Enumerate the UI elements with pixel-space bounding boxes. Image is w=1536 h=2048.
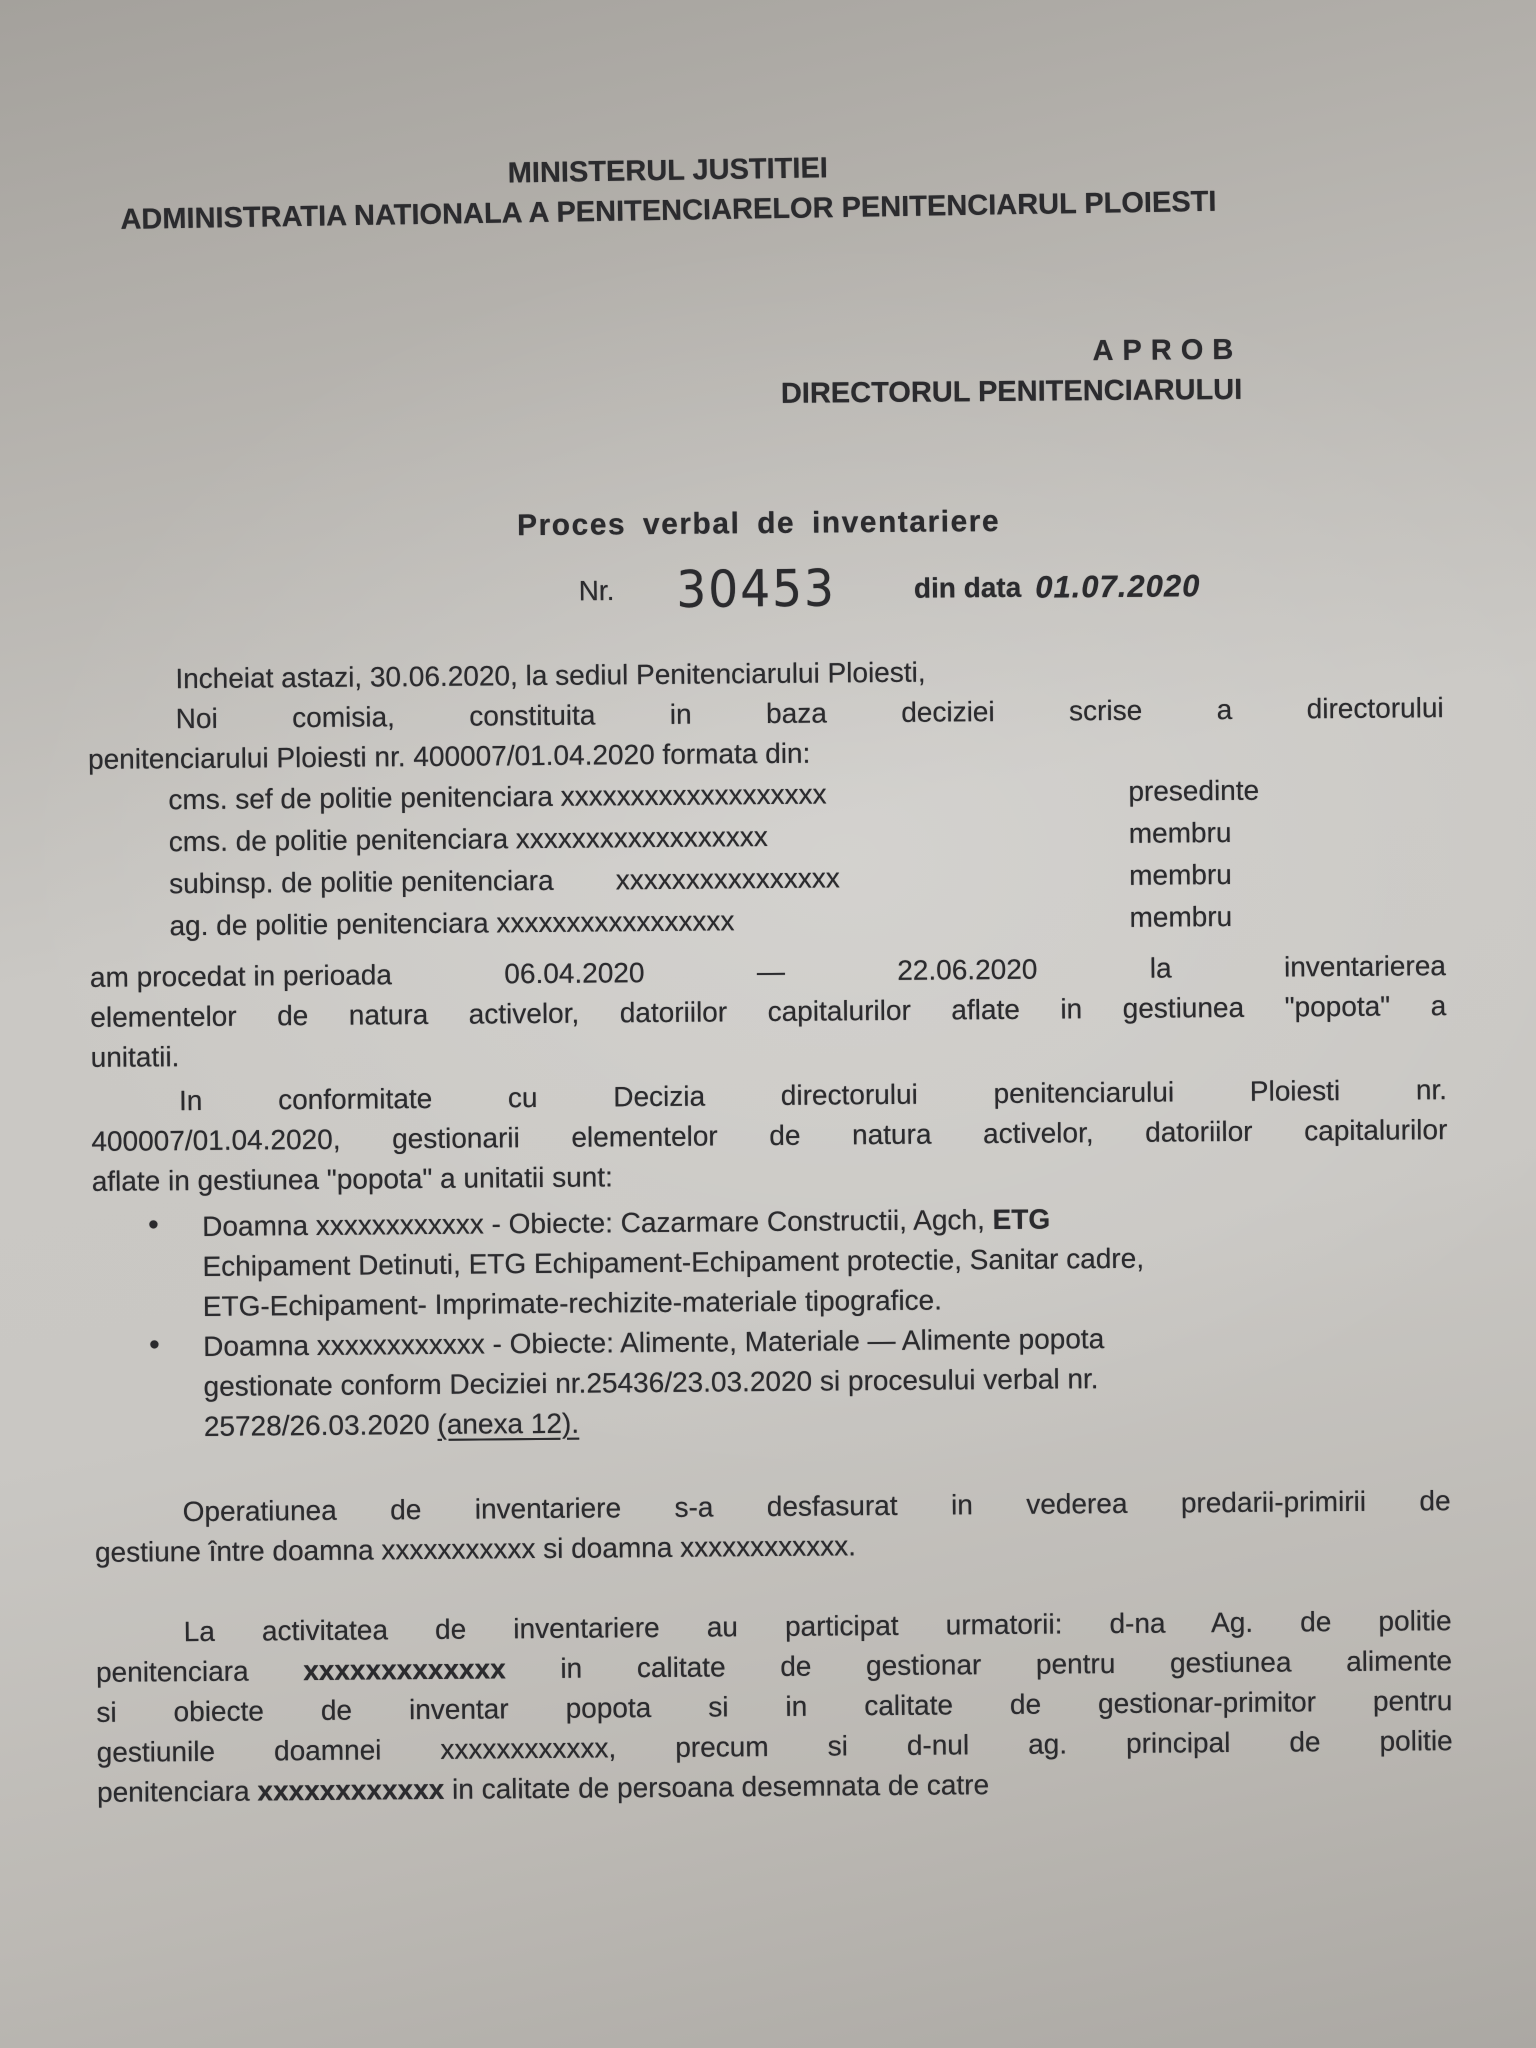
committee-member-title: cms. de politie penitenciara xxxxxxxxxxxxxxxxxx xyxy=(168,820,768,858)
date-label: din data xyxy=(913,571,1022,604)
paragraph5-line4: gestiunile doamnei xxxxxxxxxxxx, precum si d-nul ag. principal de politie xyxy=(96,1725,1453,1768)
bullet1-text-bold: ETG xyxy=(992,1203,1051,1236)
period-text3: inventarierea xyxy=(1283,950,1447,983)
anexa-reference: (anexa 12). xyxy=(437,1407,580,1440)
p5-l5-name-mask: xxxxxxxxxxxx xyxy=(257,1773,445,1807)
document-body xyxy=(87,648,1453,1813)
committee-member-role: membru xyxy=(1129,900,1233,933)
period-text: am procedat in perioada xyxy=(89,959,393,993)
bullet-marker: • xyxy=(149,1328,160,1362)
paragraph1-line3: penitenciarului Ploiesti nr. 400007/01.04.2020 formata din: xyxy=(87,737,811,775)
letterhead xyxy=(83,141,1254,240)
p5-l5-post: in calitate de persoana desemnata de catre xyxy=(444,1769,990,1805)
committee-member-role: membru xyxy=(1128,816,1232,849)
committee-member-title: ag. de politie penitenciara xxxxxxxxxxxxxxxxx xyxy=(169,905,735,942)
paragraph3-line2: 400007/01.04.2020, gestionarii elementelor de natura activelor, datoriilor capitalurilor xyxy=(91,1114,1448,1157)
bullet2-line2: gestionate conform Deciziei nr.25436/23.03.2020 si procesului verbal nr. xyxy=(203,1363,1099,1402)
paragraph2-line3: unitatii. xyxy=(90,1041,180,1073)
document-content xyxy=(83,144,1453,1813)
bullet1-line2: Echipament Detinuti, ETG Echipament-Echipament protectie, Sanitar cadre, xyxy=(202,1242,1145,1282)
approval-label: APROB xyxy=(1092,333,1243,368)
paragraph3-line3: aflate in gestiunea "popota" a unitatii sunt: xyxy=(91,1161,614,1197)
paragraph3 xyxy=(91,1070,1448,1202)
committee-member-role: presedinte xyxy=(1128,774,1260,807)
administration-title: ADMINISTRATIA NATIONALA A PENITENCIARELOR PENITENCIARUL PLOIESTI xyxy=(120,185,1217,236)
dash: — xyxy=(756,955,786,988)
bullet-marker: • xyxy=(147,1208,159,1242)
paragraph5-line3: si obiecte de inventar popota si in calitate de gestionar-primitor pentru xyxy=(96,1685,1453,1728)
number-label: Nr. xyxy=(578,574,615,607)
p5-l2-name-mask: xxxxxxxxxxxxx xyxy=(303,1653,506,1687)
number-value: 30453 xyxy=(676,558,837,620)
paragraph4-line2: gestiune între doamna xxxxxxxxxxx si doamna xxxxxxxxxxxx. xyxy=(94,1530,857,1568)
p5-l2-post: in calitate de gestionar pentru gestiunea alimente xyxy=(505,1645,1453,1685)
committee-member-title: subinsp. de politie penitenciara xxxxxxxxxxxxxxxx xyxy=(169,862,840,900)
gestionari-list xyxy=(92,1196,1450,1448)
period-end-date: 22.06.2020 xyxy=(897,953,1038,986)
paragraph5 xyxy=(96,1601,1454,1813)
paragraph4 xyxy=(94,1481,1451,1573)
date-value: 01.07.2020 xyxy=(1035,567,1201,605)
ministry-title: MINISTERUL JUSTITIEI xyxy=(507,152,829,190)
paragraph3-line1: In conformitate cu Decizia directorului penitenciarului Ploiesti nr. xyxy=(178,1074,1448,1117)
document-number-line xyxy=(578,554,1442,618)
committee-list xyxy=(88,768,1445,948)
paragraph1-line1: Incheiat astazi, 30.06.2020, la sediul Penitenciarului Ploiesti, xyxy=(175,656,926,695)
committee-member-role: membru xyxy=(1128,858,1232,891)
paragraph2-line2: elementelor de natura activelor, datoriilor capitalurilor aflate in gestiunea "popota" a xyxy=(90,990,1447,1033)
committee-member-title: cms. sef de politie penitenciara xxxxxxxxxxxxxxxxxxx xyxy=(168,778,827,816)
paragraph4-line1: Operatiunea de inventariere s-a desfasurat in vederea predarii-primirii de xyxy=(182,1485,1451,1528)
period-text2: la xyxy=(1149,952,1172,984)
period-start-date: 06.04.2020 xyxy=(504,957,645,990)
paragraph5-line1: La activitatea de inventariere au participat urmatorii: d-na Ag. de politie xyxy=(183,1605,1452,1648)
approval-director-title: DIRECTORUL PENITENCIARULUI xyxy=(780,373,1243,410)
bullet1-line3: ETG-Echipament- Imprimate-rechizite-materiale tipografice. xyxy=(202,1284,943,1322)
bullet1-text: Doamna xxxxxxxxxxxx - Obiecte: Cazarmare Constructii, Agch, xyxy=(202,1204,993,1242)
p5-l5-pre: penitenciara xyxy=(96,1775,258,1808)
document-title: Proces verbal de inventariere xyxy=(516,504,1001,543)
paragraph1-line2: Noi comisia, constituita in baza deciziei scrise a directorului xyxy=(175,692,1444,735)
p5-l2-pre: penitenciara xyxy=(95,1655,304,1688)
bullet2-text: Doamna xxxxxxxxxxxx - Obiecte: Alimente, Materiale — Alimente popota xyxy=(203,1323,1105,1362)
bullet2-text2: 25728/26.03.2020 xyxy=(203,1408,438,1442)
